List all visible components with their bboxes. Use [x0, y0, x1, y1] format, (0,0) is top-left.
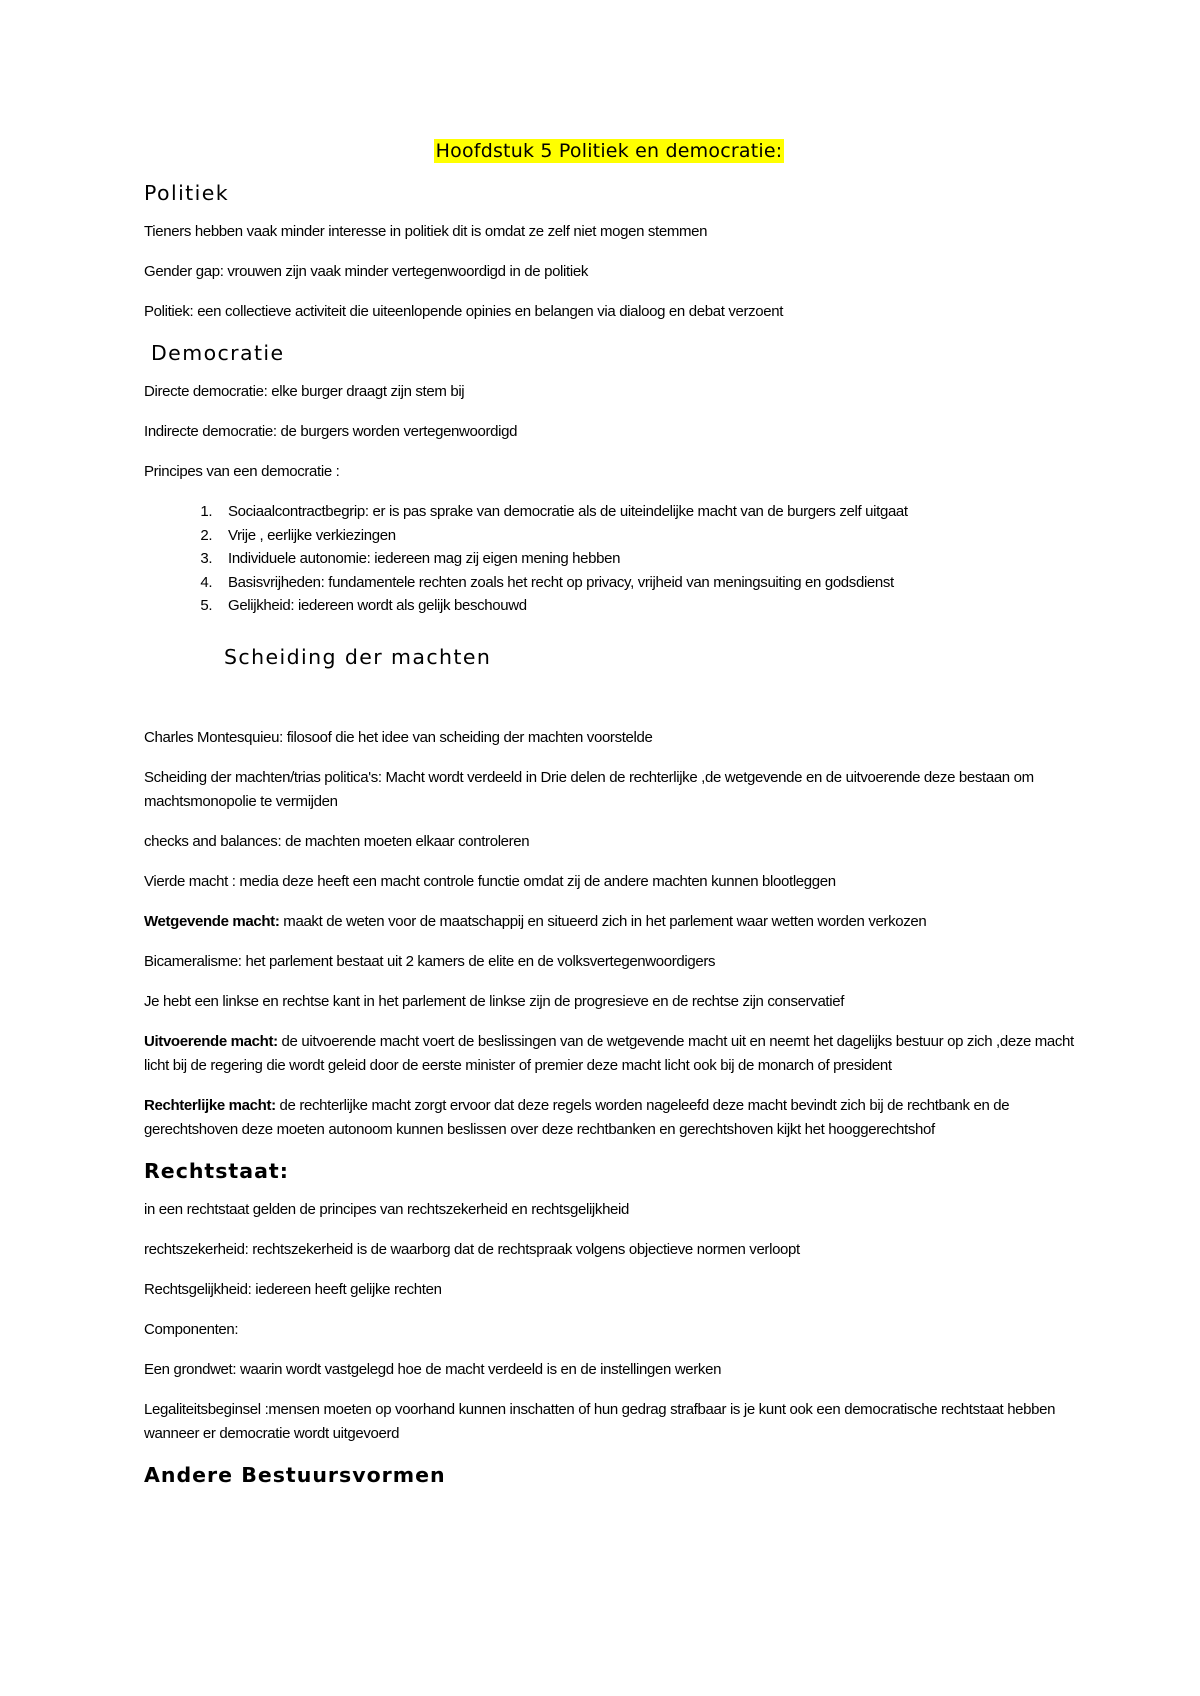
- list-item: 2. Vrije , eerlijke verkiezingen: [216, 524, 1074, 548]
- paragraph: Politiek: een collectieve activiteit die uiteenlopende opinies en belangen via dialoog en debat verzoent: [144, 303, 784, 320]
- paragraph-rechterlijke: [144, 1094, 1074, 1142]
- paragraph-uitvoerende: [144, 1030, 1074, 1078]
- list-item: 5. Gelijkheid: iedereen wordt als gelijk beschouwd: [216, 594, 1074, 618]
- paragraph: Indirecte democratie: de burgers worden vertegenwoordigd: [144, 423, 518, 440]
- heading-rechtstaat: Rechtstaat:: [144, 1158, 289, 1183]
- term-text: de rechterlijke macht zorgt ervoor dat deze regels worden nageleefd deze macht bevindt zich bij de rechtbank en de gerechtshoven deze moeten autonoom kunnen beslissen over deze rechtbanken en gerechtshoven kijkt het hooggerechtshof: [144, 1096, 1010, 1138]
- list-item: 1. Sociaalcontractbegrip: er is pas sprake van democratie als de uiteindelijke macht van de burgers zelf uitgaat: [216, 500, 1074, 524]
- paragraph: Tieners hebben vaak minder interesse in politiek dit is omdat ze zelf niet mogen stemmen: [144, 223, 708, 240]
- heading-democratie: Democratie: [151, 341, 285, 365]
- paragraph: Scheiding der machten/trias politica's: Macht wordt verdeeld in Drie delen de rechterlijke ,de wetgevende en de uitvoerende deze bestaan om machtsmonopolie te vermijden: [144, 768, 1034, 810]
- term-label: Rechterlijke macht:: [144, 1096, 276, 1114]
- term-label: Uitvoerende macht:: [144, 1032, 278, 1050]
- term-text: maakt de weten voor de maatschappij en situeerd zich in het parlement waar wetten worden verkozen: [279, 912, 927, 930]
- paragraph: rechtszekerheid: rechtszekerheid is de waarborg dat de rechtspraak volgens objectieve normen verloopt: [144, 1240, 800, 1258]
- paragraph: Principes van een democratie :: [144, 463, 340, 480]
- list-item: 4. Basisvrijheden: fundamentele rechten zoals het recht op privacy, vrijheid van meningsuiting en godsdienst: [216, 571, 1074, 595]
- title-line: [144, 140, 1074, 162]
- paragraph: Charles Montesquieu: filosoof die het idee van scheiding der machten voorstelde: [144, 728, 653, 746]
- term-label: Wetgevende macht:: [144, 912, 280, 930]
- paragraph: Je hebt een linkse en rechtse kant in het parlement de linkse zijn de progresieve en de rechtse zijn conservatief: [144, 992, 845, 1010]
- heading-politiek: Politiek: [144, 181, 229, 205]
- paragraph: Bicameralisme: het parlement bestaat uit 2 kamers de elite en de volksvertegenwoordigers: [144, 952, 716, 970]
- heading-scheiding: Scheiding der machten: [224, 644, 492, 669]
- paragraph: Legaliteitsbeginsel :mensen moeten op voorhand kunnen inschatten of hun gedrag strafbaar is je kunt ook een democratische rechtstaat hebben wanneer er democratie wordt uitgevoerd: [144, 1400, 1056, 1442]
- list-item: 3. Individuele autonomie: iedereen mag zij eigen mening hebben: [216, 547, 1074, 571]
- term-text: de uitvoerende macht voert de beslissingen van de wetgevende macht uit en neemt het dagelijks bestuur op zich ,deze macht licht bij de regering die wordt geleid door de eerste minister of premier deze macht licht ook bij de monarch of president: [144, 1032, 1074, 1074]
- document-title: Hoofdstuk 5 Politiek en democratie:: [435, 140, 783, 162]
- paragraph: Rechtsgelijkheid: iedereen heeft gelijke rechten: [144, 1280, 442, 1298]
- paragraph: in een rechtstaat gelden de principes van rechtszekerheid en rechtsgelijkheid: [144, 1200, 630, 1218]
- paragraph: Directe democratie: elke burger draagt zijn stem bij: [144, 383, 465, 400]
- paragraph: checks and balances: de machten moeten elkaar controleren: [144, 832, 530, 850]
- paragraph: Vierde macht : media deze heeft een macht controle functie omdat zij de andere machten kunnen blootleggen: [144, 872, 836, 890]
- paragraph: Een grondwet: waarin wordt vastgelegd hoe de macht verdeeld is en de instellingen werken: [144, 1360, 722, 1378]
- principes-list: [144, 500, 1074, 618]
- paragraph: Gender gap: vrouwen zijn vaak minder vertegenwoordigd in de politiek: [144, 263, 588, 280]
- heading-andere-bestuursvormen: Andere Bestuursvormen: [144, 1462, 446, 1487]
- paragraph: Componenten:: [144, 1320, 239, 1338]
- document-body: [144, 140, 1074, 1502]
- paragraph-wetgevende: [144, 910, 1074, 934]
